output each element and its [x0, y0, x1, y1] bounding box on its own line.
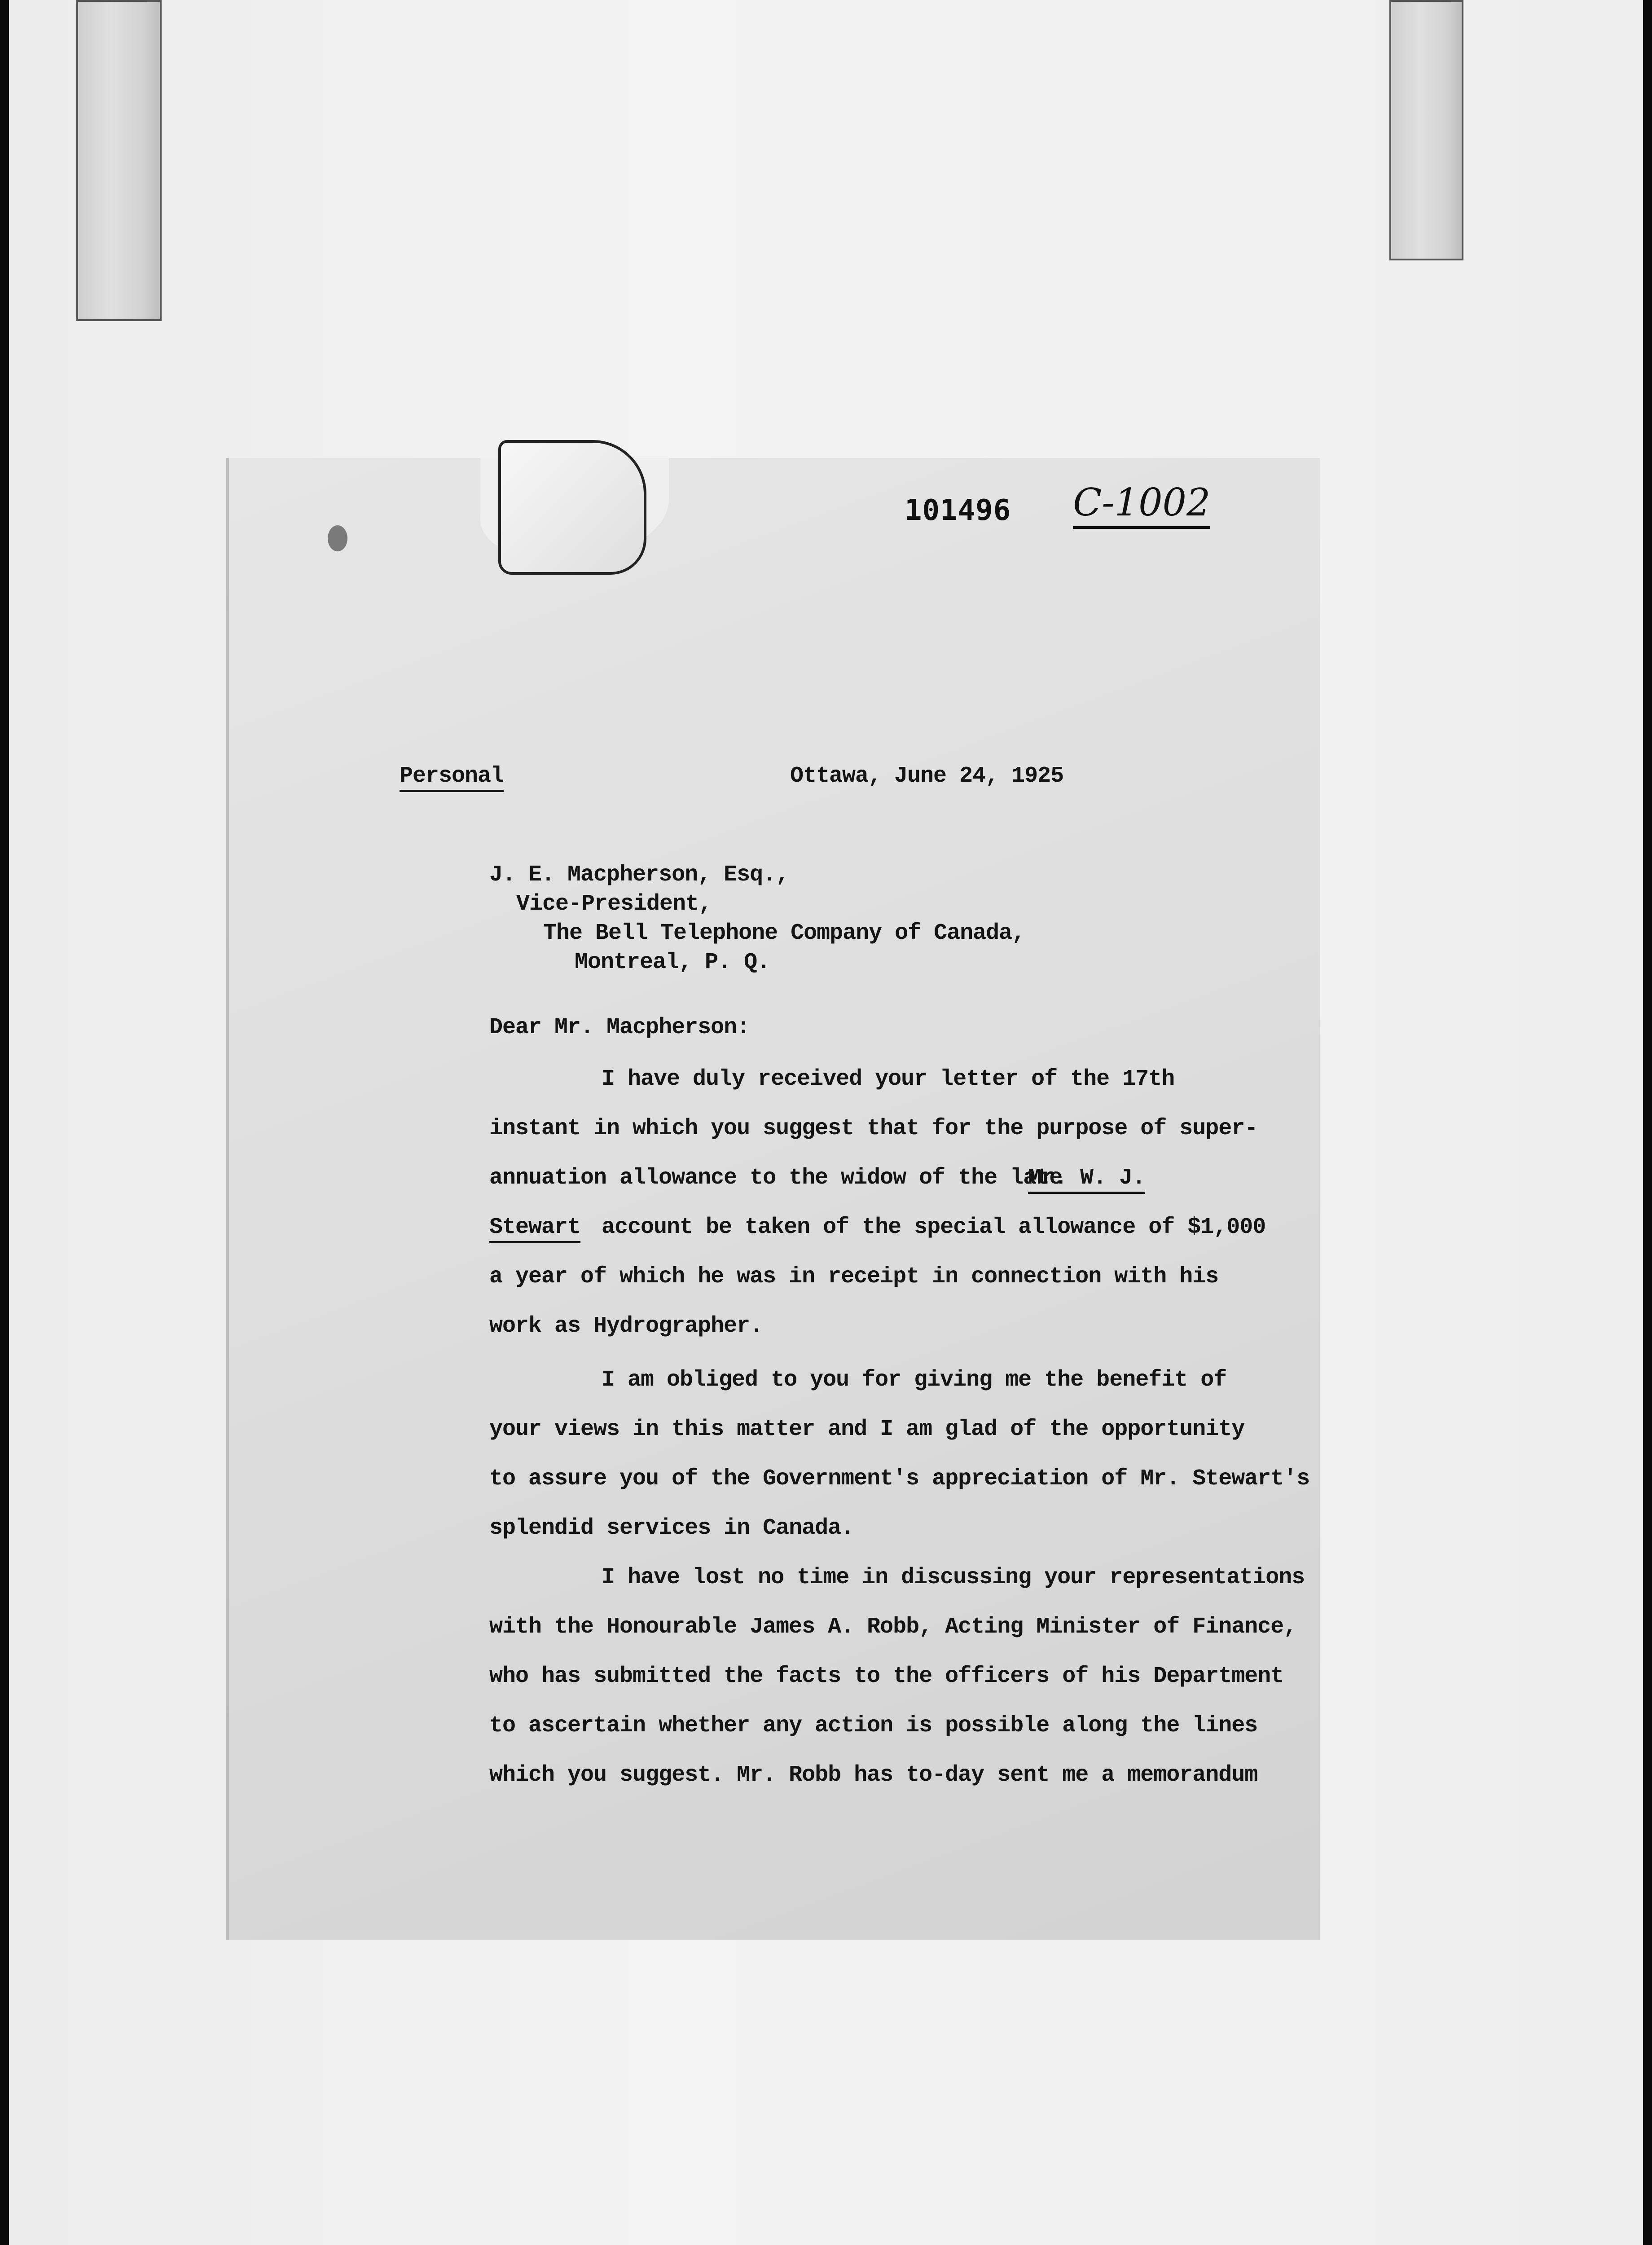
address-line-1: J. E. Macpherson, Esq., — [489, 862, 789, 888]
letter-sheet — [229, 458, 1320, 1940]
body-line: instant in which you suggest that for the purpose of super- — [489, 1116, 1258, 1141]
body-line: account be taken of the special allowance of $1,000 — [602, 1215, 1266, 1240]
handwritten-file-code: C-1002 — [1073, 480, 1210, 529]
letter-heading-personal: Personal — [400, 763, 504, 792]
body-line: work as Hydrographer. — [489, 1313, 763, 1339]
body-name-underlined: Mr. W. J. — [1028, 1165, 1145, 1194]
address-line-4: Montreal, P. Q. — [575, 950, 770, 975]
body-line: your views in this matter and I am glad of the opportunity — [489, 1417, 1245, 1442]
salutation: Dear Mr. Macpherson: — [489, 1015, 750, 1040]
letter-place-date: Ottawa, June 24, 1925 — [790, 763, 1064, 789]
document-number: 101496 — [905, 494, 1011, 527]
punch-hole — [328, 525, 347, 551]
body-line: a year of which he was in receipt in connection with his — [489, 1264, 1219, 1290]
body-line: to assure you of the Government's appreciation of Mr. Stewart's — [489, 1466, 1310, 1492]
body-line: I am obliged to you for giving me the benefit of — [602, 1367, 1227, 1393]
body-line: I have duly received your letter of the 17th — [602, 1066, 1175, 1092]
body-name-underlined: Stewart — [489, 1215, 580, 1243]
body-line: with the Honourable James A. Robb, Acting Minister of Finance, — [489, 1614, 1297, 1640]
tape-strip-top-right — [1389, 0, 1463, 260]
torn-paper-fold — [498, 440, 646, 575]
body-line: splendid services in Canada. — [489, 1515, 854, 1541]
body-line: I have lost no time in discussing your representations — [602, 1565, 1305, 1590]
body-line: to ascertain whether any action is possible along the lines — [489, 1713, 1258, 1739]
body-line: annuation allowance to the widow of the late — [489, 1165, 1063, 1191]
body-line: which you suggest. Mr. Robb has to-day sent me a memorandum — [489, 1762, 1258, 1788]
tape-strip-top-left — [76, 0, 162, 321]
address-line-2: Vice-President, — [516, 891, 712, 917]
body-line: who has submitted the facts to the officers of his Department — [489, 1664, 1284, 1689]
address-line-3: The Bell Telephone Company of Canada, — [543, 920, 1025, 946]
